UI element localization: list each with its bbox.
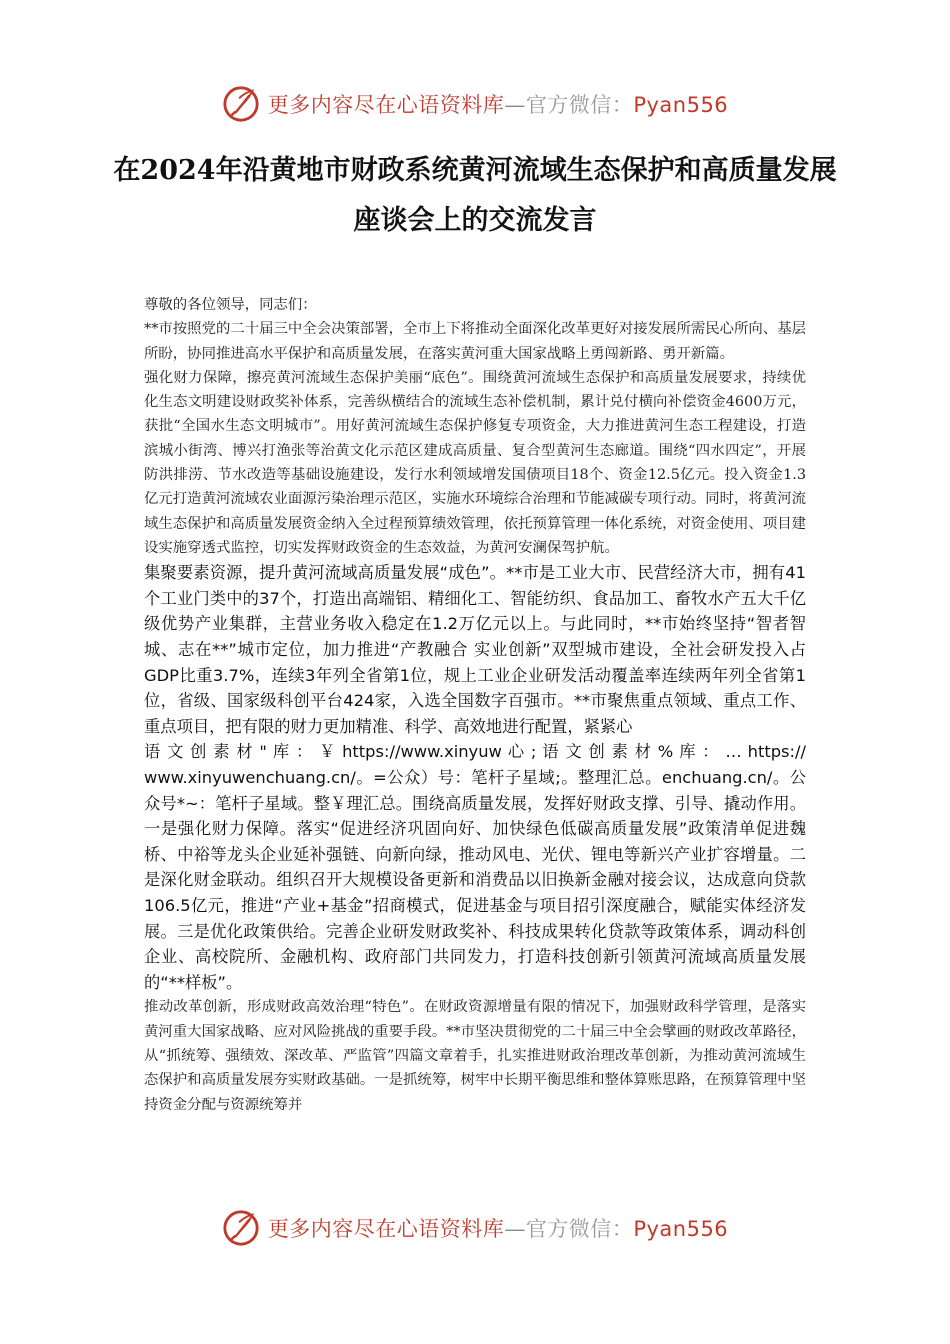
banner-main: 更多内容尽在心语资料库	[267, 93, 505, 117]
header-banner	[0, 80, 950, 128]
quill-logo-icon	[222, 85, 260, 123]
banner-label: 官方微信：	[525, 1217, 634, 1241]
banner-dash: —	[504, 1217, 526, 1241]
paragraph-3-watermark-line: 语 文 创 素 材 " 库 ： ￥ https://www.xinyuw 心 ; 语 文 创 素 材 % 库 ： … https://	[144, 742, 806, 762]
banner-dash: —	[504, 93, 526, 117]
paragraph-3: 集聚要素资源，提升黄河流域高质量发展“成色”。**市是工业大市、民营经济大市，拥有41个工业门类中的37个，打造出高端铝、精细化工、智能纺织、食品加工、畜牧水产五大千亿级优势产业集群，主营业务收入稳定在1.2万亿元以上。与此同时，**市始终坚持“智者智城、志在**”城市定位，加力推进“产教融合 实业创新”双型城市建设，全社会研发投入占GDP比重3.7%，连续3年列全省第1位，规上工业企业研发活动覆盖率连续两年列全省第1位，省级、国家级科创平台424家，入选全国数字百强市。**市聚焦重点领域、重点工作、重点项目，把有限的财力更加精准、科学、高效地进行配置，紧紧心	[144, 563, 806, 736]
banner-main: 更多内容尽在心语资料库	[267, 1217, 505, 1241]
paragraph-3-continued: www.xinyuwenchuang.cn/。=公众）号：笔杆子星域;。整理汇总。enchuang.cn/。公众号*~：笔杆子星域。整￥理汇总。围绕高质量发展，发挥好财政支撑、引导、撬动作用。一是强化财力保障。落实“促进经济巩固向好、加快绿色低碳高质量发展”政策清单促进魏桥、中裕等龙头企业延补强链、向新向绿，推动风电、光伏、锂电等新兴产业扩容增量。二是深化财金联动。组织召开大规模设备更新和消费品以旧换新金融对接会议，达成意向贷款106.5亿元，推进“产业+基金”招商模式，促进基金与项目招引深度融合，赋能实体经济发展。三是优化政策供给。完善企业研发财政奖补、科技成果转化贷款等政策体系，调动科创企业、高校院所、金融机构、政府部门共同发力，打造科技创新引领黄河流域高质量发展的“**样板”。	[144, 768, 806, 992]
banner-text	[268, 89, 728, 119]
banner-wechat: Pyan556	[633, 1217, 729, 1241]
banner-wechat: Pyan556	[633, 93, 729, 117]
footer-banner	[0, 1204, 950, 1252]
paragraph-1: **市按照党的二十届三中全会决策部署，全市上下将推动全面深化改革更好对接发展所需民心所向、基层所盼，协同推进高水平保护和高质量发展，在落实黄河重大国家战略上勇闯新路、勇开新篇。	[144, 321, 806, 362]
banner-label: 官方微信：	[525, 93, 634, 117]
paragraph-4: 推动改革创新，形成财政高效治理“特色”。在财政资源增量有限的情况下，加强财政科学管理，是落实黄河重大国家战略、应对风险挑战的重要手段。**市坚决贯彻党的二十届三中全会擘画的财政改革路径，从“抓统筹、强绩效、深改革、严监管”四篇文章着手，扎实推进财政治理改革创新，为推动黄河流域生态保护和高质量发展夯实财政基础。一是抓统筹，树牢中长期平衡思维和整体算账思路，在预算管理中坚持资金分配与资源统筹并	[144, 999, 806, 1113]
paragraph-2: 强化财力保障，擦亮黄河流域生态保护美丽“底色”。围绕黄河流域生态保护和高质量发展要求，持续优化生态文明建设财政奖补体系，完善纵横结合的流域生态补偿机制，累计兑付横向补偿资金4600万元，获批“全国水生态文明城市”。用好黄河流域生态保护修复专项资金，大力推进黄河生态工程建设，打造滨城小街湾、博兴打渔张等治黄文化示范区建成高质量、复合型黄河生态廊道。围绕“四水四定”，开展防洪排涝、节水改造等基础设施建设，发行水利领域增发国债项目18个、资金12.5亿元。投入资金1.3亿元打造黄河流域农业面源污染治理示范区，实施水环境综合治理和节能减碳专项行动。同时，将黄河流域生态保护和高质量发展资金纳入全过程预算绩效管理，依托预算管理一体化系统，对资金使用、项目建设实施穿透式监控，切实发挥财政资金的生态效益，为黄河安澜保驾护航。	[144, 369, 806, 556]
document-body	[144, 293, 806, 1117]
banner-text	[268, 1213, 728, 1243]
quill-logo-icon	[222, 1209, 260, 1247]
document-title: 在2024年沿黄地市财政系统黄河流域生态保护和高质量发展座谈会上的交流发言	[113, 155, 837, 236]
salutation: 尊敬的各位领导，同志们：	[144, 297, 317, 313]
